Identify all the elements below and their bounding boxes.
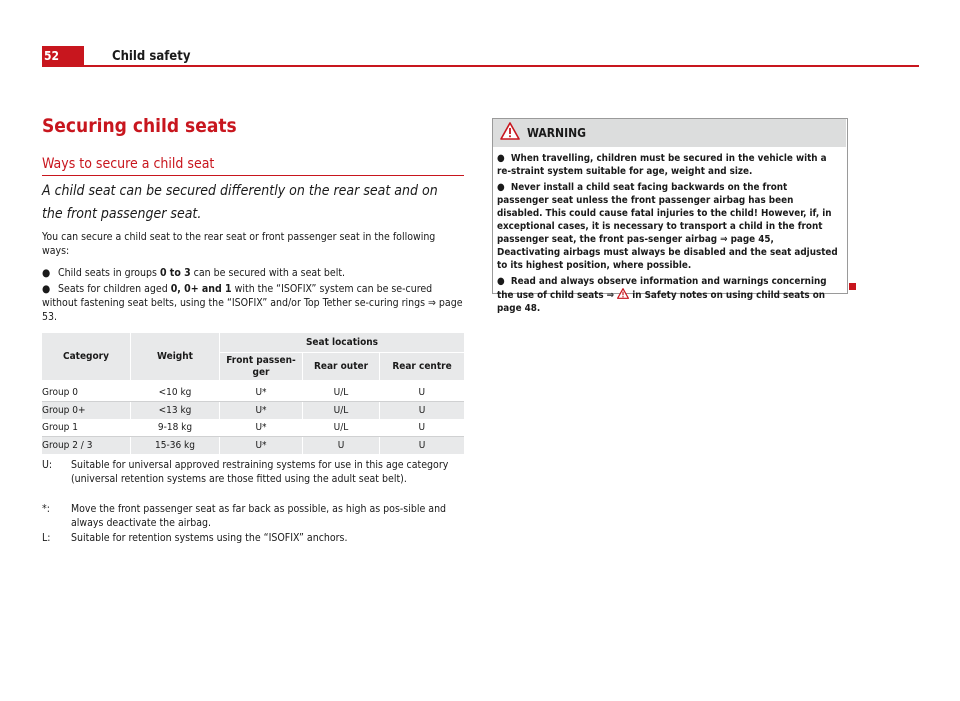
- warning-triangle-icon: [617, 288, 629, 299]
- cell-rear-outer: U/L: [303, 402, 380, 420]
- header-rule: [42, 65, 919, 67]
- warning-item: [497, 152, 840, 178]
- cell-weight: <10 kg: [131, 384, 220, 402]
- header-rear-outer: Rear outer: [303, 353, 380, 381]
- warning-item-text: in Safety notes on using child seats on page 48.: [497, 290, 826, 314]
- note-text: Suitable for universal approved restraining systems for use in this age category (universal retention systems are those fitted using the adult seat belt).: [71, 459, 449, 485]
- warning-item: [497, 181, 840, 272]
- note-text: Move the front passenger seat as far back as possible, as high as pos-sible and always deactivate the airbag.: [71, 503, 447, 529]
- warning-item: [497, 275, 840, 315]
- bullet-text: with the “ISOFIX” system can be se-cured without fastening seat belts, using the “ISOFIX” and/or Top Tether se-curing rings ⇒ page 53.: [42, 283, 463, 323]
- table-row: [42, 437, 464, 455]
- cell-weight: <13 kg: [131, 402, 220, 420]
- cell-front: U*: [220, 384, 303, 402]
- legend-note: [42, 458, 464, 486]
- header-category: Category: [42, 333, 131, 380]
- header-rear-centre: Rear centre: [380, 353, 465, 381]
- cell-front: U*: [220, 402, 303, 420]
- bullet-dot: ●: [497, 182, 511, 193]
- cell-rear-centre: U: [380, 419, 465, 437]
- bullet-text: Seats for children aged: [58, 283, 171, 295]
- end-marker: [849, 283, 856, 290]
- note-key: L:: [42, 532, 51, 544]
- bullet-item: [42, 266, 464, 280]
- warning-body: [497, 152, 840, 315]
- cell-rear-outer: U: [303, 437, 380, 455]
- cell-rear-centre: U: [380, 437, 465, 455]
- cell-category: Group 2 / 3: [42, 437, 131, 455]
- bullet-bold: 0 to 3: [159, 267, 191, 279]
- bullet-text: Child seats in groups: [58, 267, 160, 279]
- warning-item-text: Never install a child seat facing backwards on the front passenger seat unless the front passenger airbag has been disabled. This could cause fatal injuries to the child! However, if, in exceptional cases, it is necessary to transport a child in the front passenger seat, the front pas-senger airbag ⇒ page 45, Deactivating airbags must always be disabled and the seat adjusted to its highest position, where possible.: [497, 182, 838, 271]
- lead-text: A child seat can be secured differently on the rear seat and on the front passenger seat.: [42, 183, 438, 222]
- seat-location-table: [42, 333, 464, 454]
- note-key: U:: [42, 459, 53, 471]
- intro-paragraph: You can secure a child seat to the rear seat or front passenger seat in the following ways:: [42, 231, 436, 257]
- header-seat-locations: Seat locations: [220, 333, 465, 353]
- bullet-item: [42, 282, 464, 324]
- cell-category: Group 0+: [42, 402, 131, 420]
- cell-weight: 9-18 kg: [131, 419, 220, 437]
- bullet-bold: 0, 0+ and 1: [170, 283, 232, 295]
- cell-category: Group 1: [42, 419, 131, 437]
- legend-note: [42, 502, 464, 530]
- cell-rear-outer: U/L: [303, 384, 380, 402]
- page-title: Securing child seats: [42, 115, 237, 137]
- table-row: [42, 384, 464, 402]
- bullet-text: can be secured with a seat belt.: [190, 267, 346, 279]
- page-number: 52: [42, 46, 84, 66]
- cell-rear-centre: U: [380, 384, 465, 402]
- note-key: *:: [42, 503, 50, 515]
- bullet-dot: ●: [42, 267, 51, 279]
- header-weight: Weight: [131, 333, 220, 380]
- section-title: Child safety: [112, 49, 191, 64]
- page-subtitle: Ways to secure a child seat: [42, 156, 215, 172]
- warning-item-text: When travelling, children must be secured in the vehicle with a re-straint system suitable for age, weight and size.: [497, 153, 827, 177]
- bullet-dot: ●: [42, 283, 51, 295]
- table-row: [42, 402, 464, 420]
- cell-front: U*: [220, 437, 303, 455]
- subtitle-rule: [42, 175, 464, 176]
- cell-rear-centre: U: [380, 402, 465, 420]
- table-row: [42, 419, 464, 437]
- bullet-dot: ●: [497, 153, 511, 164]
- cell-category: Group 0: [42, 384, 131, 402]
- header-front-passenger: Front passen-ger: [220, 353, 303, 381]
- bullet-dot: ●: [497, 276, 511, 287]
- warning-triangle-icon: [500, 122, 520, 140]
- cell-front: U*: [220, 419, 303, 437]
- warning-title: WARNING: [527, 126, 586, 140]
- note-text: Suitable for retention systems using the “ISOFIX” anchors.: [71, 532, 348, 544]
- cell-weight: 15-36 kg: [131, 437, 220, 455]
- cell-rear-outer: U/L: [303, 419, 380, 437]
- legend-note: [42, 531, 464, 545]
- warning-item-text: Read and always observe information and warnings concerning the use of child seats ⇒: [497, 276, 827, 301]
